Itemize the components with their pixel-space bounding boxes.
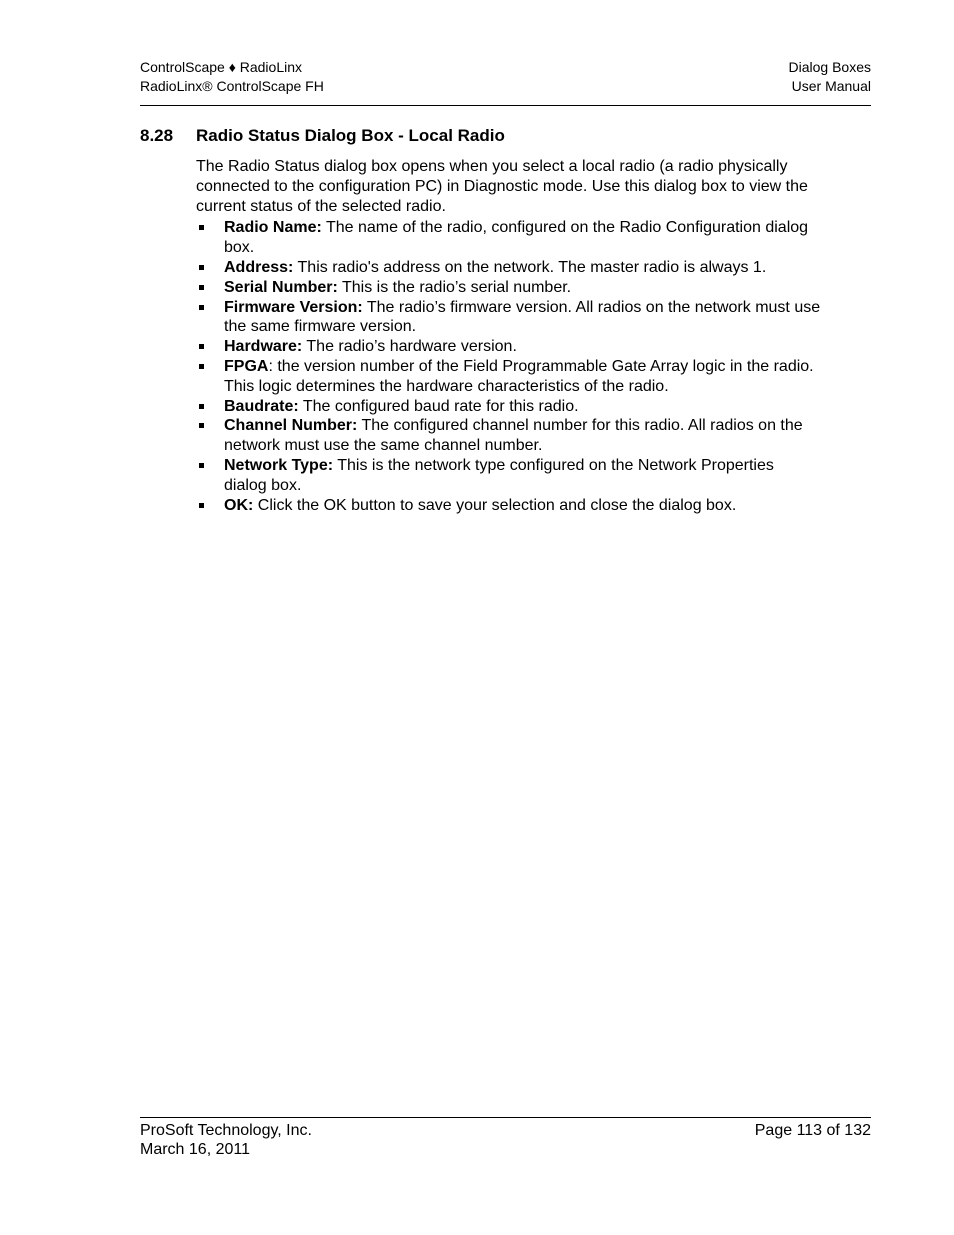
header-doc-type: User Manual xyxy=(791,78,871,94)
section-number: 8.28 xyxy=(140,126,174,145)
item-term: Radio Name: xyxy=(224,219,322,237)
item-term: Network Type: xyxy=(224,456,334,474)
list-item xyxy=(196,456,821,496)
page-header xyxy=(140,58,871,106)
list-item xyxy=(196,496,821,516)
list-item xyxy=(196,357,821,397)
footer-date: March 16, 2011 xyxy=(140,1141,250,1158)
square-bullet-icon xyxy=(199,463,204,468)
item-term: Serial Number: xyxy=(224,278,338,296)
item-term: Channel Number: xyxy=(224,417,358,435)
item-term: Address: xyxy=(224,258,294,276)
item-text: This radio's address on the network. The master radio is always 1. xyxy=(293,258,767,276)
section-body xyxy=(196,157,821,515)
item-text: This is the radio’s serial number. xyxy=(337,278,572,296)
section-title: Radio Status Dialog Box - Local Radio xyxy=(196,126,505,145)
item-text: The configured baud rate for this radio. xyxy=(298,397,579,415)
item-text: The radio’s firmware version. All radios on the network must use the same firmware version. xyxy=(224,298,821,336)
list-item xyxy=(196,278,821,298)
header-product-line: ControlScape ♦ RadioLinx xyxy=(140,59,303,75)
item-term: Baudrate: xyxy=(224,397,299,415)
item-text: The radio’s hardware version. xyxy=(302,338,517,356)
square-bullet-icon xyxy=(199,344,204,349)
header-left xyxy=(140,58,324,96)
header-chapter: Dialog Boxes xyxy=(788,59,871,75)
item-text: The configured channel number for this radio. All radios on the network must use the same channel number. xyxy=(224,417,803,455)
square-bullet-icon xyxy=(199,423,204,428)
footer-left xyxy=(140,1121,312,1159)
item-text: Click the OK button to save your selection and close the dialog box. xyxy=(253,496,737,514)
item-text: The name of the radio, configured on the Radio Configuration dialog box. xyxy=(224,219,809,257)
item-term: Firmware Version: xyxy=(224,298,363,316)
square-bullet-icon xyxy=(199,503,204,508)
square-bullet-icon xyxy=(199,225,204,230)
item-term: OK: xyxy=(224,496,254,514)
section-heading xyxy=(140,126,505,146)
header-product-name: RadioLinx® ControlScape FH xyxy=(140,78,324,94)
intro-paragraph: The Radio Status dialog box opens when you select a local radio (a radio physically connected to the configuration PC) in Diagnostic mode. Use this dialog box to view the current status of the selected radio. xyxy=(196,158,808,215)
list-item xyxy=(196,337,821,357)
item-text: This is the network type configured on the Network Properties dialog box. xyxy=(224,456,774,494)
item-text: : the version number of the Field Programmable Gate Array logic in the radio. This logic determines the hardware characteristics of the radio. xyxy=(224,357,814,395)
square-bullet-icon xyxy=(199,285,204,290)
list-item xyxy=(196,397,821,417)
footer-company: ProSoft Technology, Inc. xyxy=(140,1122,312,1139)
square-bullet-icon xyxy=(199,404,204,409)
item-term: FPGA xyxy=(224,357,269,375)
item-term: Hardware: xyxy=(224,338,303,356)
square-bullet-icon xyxy=(199,364,204,369)
list-item xyxy=(196,258,821,278)
list-item xyxy=(196,218,821,258)
square-bullet-icon xyxy=(199,305,204,310)
square-bullet-icon xyxy=(199,265,204,270)
field-list xyxy=(196,218,821,515)
list-item xyxy=(196,298,821,338)
page-footer xyxy=(140,1117,871,1159)
list-item xyxy=(196,416,821,456)
footer-right xyxy=(755,1121,871,1140)
page-number: Page 113 of 132 xyxy=(754,1122,871,1139)
header-right xyxy=(789,58,872,96)
